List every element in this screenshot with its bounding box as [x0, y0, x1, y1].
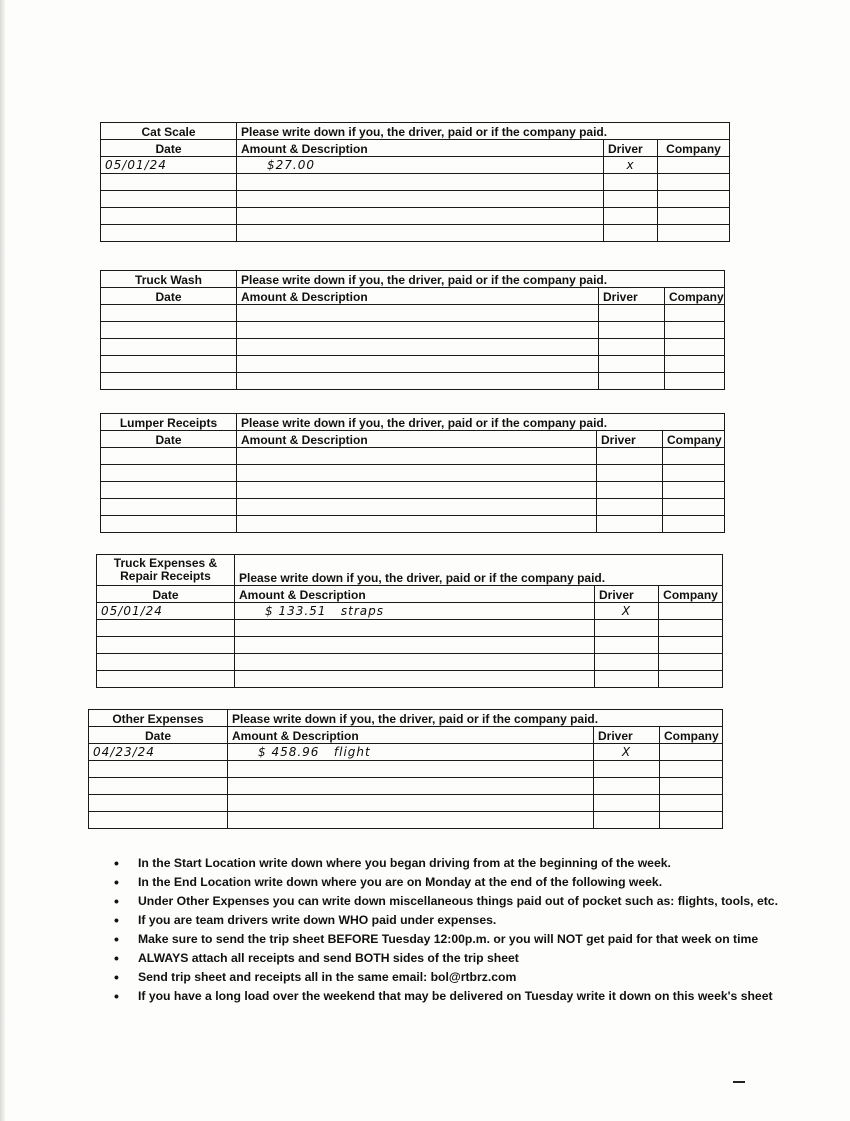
- table-row: [97, 620, 723, 637]
- instruction-item: • In the Start Location write down where you began driving from at the beginning of the week.: [112, 854, 772, 873]
- amount-cell[interactable]: [237, 174, 604, 191]
- section-title-row: [101, 271, 725, 288]
- section-other-expenses: [88, 709, 723, 829]
- date-cell[interactable]: [101, 356, 237, 373]
- driver-cell[interactable]: [604, 191, 658, 208]
- date-cell[interactable]: [101, 174, 237, 191]
- date-cell[interactable]: [101, 516, 237, 533]
- table-row: [101, 499, 725, 516]
- table-row: [97, 637, 723, 654]
- table-row: [101, 208, 730, 225]
- driver-cell[interactable]: [595, 620, 659, 637]
- company-cell[interactable]: [658, 208, 730, 225]
- table-row: [101, 305, 725, 322]
- date-cell[interactable]: [89, 812, 228, 829]
- table-row: [97, 671, 723, 688]
- section-label: Other Expenses: [89, 710, 228, 727]
- section-note: Please write down if you, the driver, paid or if the company paid.: [228, 710, 723, 727]
- date-cell[interactable]: [89, 778, 228, 795]
- driver-cell[interactable]: [599, 373, 665, 390]
- section-title-row: [101, 414, 725, 431]
- company-cell[interactable]: [665, 305, 725, 322]
- date-cell[interactable]: [101, 305, 237, 322]
- date-cell[interactable]: [101, 448, 237, 465]
- company-cell[interactable]: [658, 191, 730, 208]
- section-header-row: [89, 727, 723, 744]
- driver-cell[interactable]: [599, 339, 665, 356]
- page-edge-shadow: [0, 0, 6, 1121]
- driver-header: Driver: [594, 727, 660, 744]
- company-cell[interactable]: [660, 812, 723, 829]
- table-row: [101, 339, 725, 356]
- section-title-row: [89, 710, 723, 727]
- amount-cell[interactable]: [237, 191, 604, 208]
- company-header: Company: [665, 288, 725, 305]
- date-header: Date: [101, 140, 237, 157]
- amount-cell[interactable]: $ 458.96 flight: [228, 744, 594, 761]
- instruction-item: • Under Other Expenses you can write down miscellaneous things paid out of pocket such as: flights, tools, etc.: [112, 892, 772, 911]
- driver-cell[interactable]: [604, 225, 658, 242]
- company-cell[interactable]: [658, 157, 730, 174]
- driver-cell[interactable]: [604, 174, 658, 191]
- amount-cell[interactable]: [237, 305, 599, 322]
- driver-cell[interactable]: [595, 637, 659, 654]
- table-row: [101, 482, 725, 499]
- company-cell[interactable]: [665, 356, 725, 373]
- amount-cell[interactable]: [235, 671, 595, 688]
- instruction-item: • If you are team drivers write down WHO paid under expenses.: [112, 911, 772, 930]
- date-cell[interactable]: [101, 208, 237, 225]
- amount-cell[interactable]: [235, 654, 595, 671]
- driver-cell[interactable]: [595, 671, 659, 688]
- amount-cell[interactable]: [237, 225, 604, 242]
- table-row: [89, 744, 723, 761]
- company-cell[interactable]: [658, 174, 730, 191]
- date-cell[interactable]: [97, 637, 235, 654]
- company-cell[interactable]: [659, 637, 723, 654]
- company-cell[interactable]: [665, 339, 725, 356]
- date-cell[interactable]: [101, 482, 237, 499]
- company-cell[interactable]: [659, 654, 723, 671]
- date-cell[interactable]: [101, 465, 237, 482]
- table-row: [101, 465, 725, 482]
- driver-cell[interactable]: [594, 761, 660, 778]
- company-cell[interactable]: [663, 465, 725, 482]
- driver-cell[interactable]: [595, 654, 659, 671]
- section-header-row: [101, 140, 730, 157]
- date-header: Date: [89, 727, 228, 744]
- amount-header: Amount & Description: [237, 288, 599, 305]
- company-cell[interactable]: [665, 373, 725, 390]
- company-header: Company: [658, 140, 730, 157]
- section-title-row: [101, 123, 730, 140]
- amount-header: Amount & Description: [237, 140, 604, 157]
- driver-cell[interactable]: [599, 356, 665, 373]
- amount-cell[interactable]: [228, 795, 594, 812]
- table-row: [89, 761, 723, 778]
- company-cell[interactable]: [663, 516, 725, 533]
- company-cell[interactable]: [660, 778, 723, 795]
- date-cell[interactable]: [97, 654, 235, 671]
- driver-cell[interactable]: [599, 322, 665, 339]
- date-cell[interactable]: [97, 671, 235, 688]
- company-cell[interactable]: [659, 603, 723, 620]
- amount-header: Amount & Description: [228, 727, 594, 744]
- section-title-row: [97, 555, 723, 586]
- driver-cell[interactable]: [594, 812, 660, 829]
- driver-cell[interactable]: [594, 795, 660, 812]
- amount-header: Amount & Description: [237, 431, 597, 448]
- table-row: [101, 448, 725, 465]
- instruction-item: • Send trip sheet and receipts all in the same email: bol@rtbrz.com: [112, 968, 772, 987]
- company-cell[interactable]: [665, 322, 725, 339]
- amount-cell[interactable]: [228, 761, 594, 778]
- amount-cell[interactable]: [237, 516, 597, 533]
- driver-cell[interactable]: [597, 448, 663, 465]
- company-cell[interactable]: [663, 499, 725, 516]
- amount-cell[interactable]: $ 133.51 straps: [235, 603, 595, 620]
- amount-cell[interactable]: [235, 620, 595, 637]
- date-cell[interactable]: [101, 339, 237, 356]
- driver-cell[interactable]: [597, 465, 663, 482]
- company-cell[interactable]: [658, 225, 730, 242]
- amount-cell[interactable]: [237, 373, 599, 390]
- driver-header: Driver: [604, 140, 658, 157]
- table-row: [101, 191, 730, 208]
- amount-cell[interactable]: [237, 482, 597, 499]
- driver-cell[interactable]: [597, 482, 663, 499]
- date-cell[interactable]: [101, 191, 237, 208]
- section-lumper-receipts: [100, 413, 725, 533]
- amount-cell[interactable]: [237, 499, 597, 516]
- company-header: Company: [659, 586, 723, 603]
- driver-cell[interactable]: x: [604, 157, 658, 174]
- amount-cell[interactable]: [237, 356, 599, 373]
- amount-cell[interactable]: [237, 465, 597, 482]
- section-label: Truck Wash: [101, 271, 237, 288]
- section-note: Please write down if you, the driver, paid or if the company paid.: [237, 123, 730, 140]
- date-cell[interactable]: [89, 795, 228, 812]
- amount-cell[interactable]: [237, 322, 599, 339]
- amount-cell[interactable]: [237, 208, 604, 225]
- table-row: [101, 516, 725, 533]
- section-header-row: [97, 586, 723, 603]
- company-cell[interactable]: [660, 795, 723, 812]
- table-row: [89, 778, 723, 795]
- table-row: [89, 795, 723, 812]
- section-label: Lumper Receipts: [101, 414, 237, 431]
- amount-cell[interactable]: [228, 812, 594, 829]
- instruction-item: • If you have a long load over the weekend that may be delivered on Tuesday write it down on this week's sheet: [112, 987, 772, 1006]
- driver-cell[interactable]: [594, 778, 660, 795]
- section-truck-wash: [100, 270, 725, 390]
- section-header-row: [101, 431, 725, 448]
- amount-cell[interactable]: [228, 778, 594, 795]
- company-header: Company: [663, 431, 725, 448]
- driver-cell[interactable]: X: [595, 603, 659, 620]
- date-cell[interactable]: [89, 761, 228, 778]
- date-cell[interactable]: 05/01/24: [101, 157, 237, 174]
- section-note: Please write down if you, the driver, paid or if the company paid.: [237, 271, 725, 288]
- company-cell[interactable]: [659, 620, 723, 637]
- driver-header: Driver: [599, 288, 665, 305]
- date-cell[interactable]: [101, 499, 237, 516]
- company-header: Company: [660, 727, 723, 744]
- driver-cell[interactable]: [597, 516, 663, 533]
- table-row: [101, 157, 730, 174]
- company-cell[interactable]: [659, 671, 723, 688]
- scan-mark: [733, 1081, 745, 1083]
- driver-cell[interactable]: [604, 208, 658, 225]
- amount-cell[interactable]: [235, 637, 595, 654]
- date-cell[interactable]: [101, 225, 237, 242]
- company-cell[interactable]: [663, 448, 725, 465]
- instruction-item: • In the End Location write down where you are on Monday at the end of the following week.: [112, 873, 772, 892]
- date-header: Date: [101, 431, 237, 448]
- date-cell[interactable]: [101, 373, 237, 390]
- driver-header: Driver: [595, 586, 659, 603]
- company-cell[interactable]: [660, 744, 723, 761]
- table-row: [101, 322, 725, 339]
- section-label: Truck Expenses & Repair Receipts: [97, 555, 235, 586]
- table-row: [101, 174, 730, 191]
- amount-cell[interactable]: $27.00: [237, 157, 604, 174]
- date-cell[interactable]: [97, 620, 235, 637]
- section-header-row: [101, 288, 725, 305]
- date-header: Date: [97, 586, 235, 603]
- section-truck-expenses: [96, 554, 723, 688]
- table-row: [89, 812, 723, 829]
- driver-cell[interactable]: X: [594, 744, 660, 761]
- company-cell[interactable]: [663, 482, 725, 499]
- amount-cell[interactable]: [237, 448, 597, 465]
- instruction-item: • Make sure to send the trip sheet BEFORE Tuesday 12:00p.m. or you will NOT get paid for that week on time: [112, 930, 772, 949]
- date-header: Date: [101, 288, 237, 305]
- amount-header: Amount & Description: [235, 586, 595, 603]
- company-cell[interactable]: [660, 761, 723, 778]
- driver-cell[interactable]: [599, 305, 665, 322]
- table-row: [101, 373, 725, 390]
- table-row: [101, 225, 730, 242]
- table-row: [101, 356, 725, 373]
- table-row: [97, 654, 723, 671]
- instruction-list: [112, 854, 778, 1006]
- section-cat-scale: [100, 122, 730, 242]
- table-row: [97, 603, 723, 620]
- date-cell[interactable]: 05/01/24: [97, 603, 235, 620]
- instruction-item: • ALWAYS attach all receipts and send BOTH sides of the trip sheet: [112, 949, 772, 968]
- amount-cell[interactable]: [237, 339, 599, 356]
- date-cell[interactable]: 04/23/24: [89, 744, 228, 761]
- driver-header: Driver: [597, 431, 663, 448]
- section-note: Please write down if you, the driver, paid or if the company paid.: [237, 414, 725, 431]
- date-cell[interactable]: [101, 322, 237, 339]
- section-note: Please write down if you, the driver, paid or if the company paid.: [235, 555, 723, 586]
- driver-cell[interactable]: [597, 499, 663, 516]
- section-label: Cat Scale: [101, 123, 237, 140]
